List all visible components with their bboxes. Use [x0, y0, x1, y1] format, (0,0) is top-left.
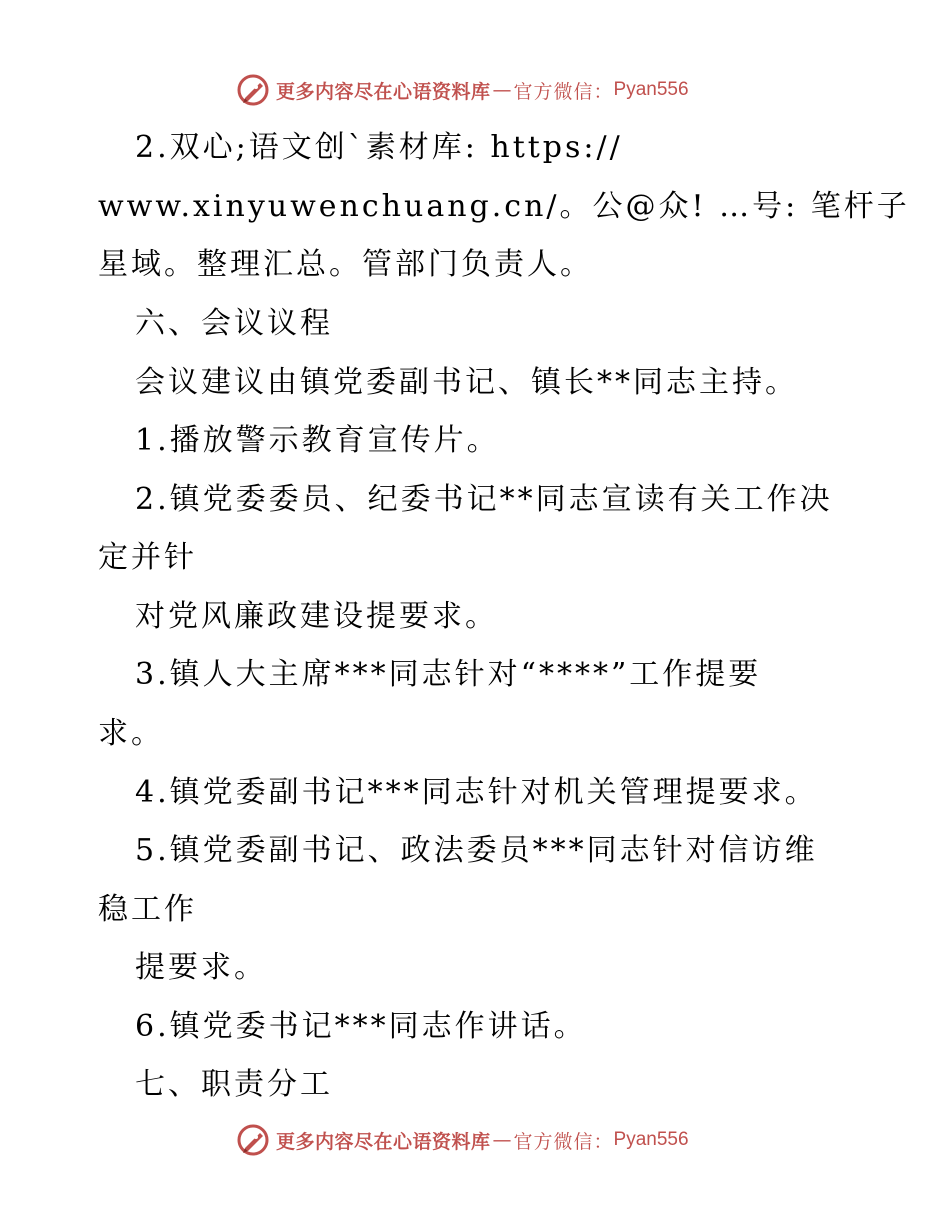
banner-official-label: 官方微信：	[513, 80, 614, 103]
banner-separator: —	[492, 79, 512, 101]
list-item: 6.镇党委书记***同志作讲话。	[135, 1009, 587, 1044]
paragraph-line: 2.双心;语文创`素材库: https://	[135, 130, 623, 165]
banner-separator: —	[492, 1129, 512, 1151]
pen-logo-icon	[236, 1123, 270, 1157]
pen-logo-icon	[236, 73, 270, 107]
footer-watermark-banner	[236, 1123, 689, 1157]
section-heading: 七、职责分工	[135, 1067, 333, 1102]
banner-brand-text: 更多内容尽在心语资料库	[276, 1130, 491, 1153]
list-item: 4.镇党委副书记***同志针对机关管理提要求。	[135, 775, 818, 810]
banner-wechat-id: Pyan556	[613, 1129, 689, 1150]
list-item: 2.镇党委委员、纪委书记**同志宣读有关工作决	[135, 482, 833, 517]
banner-wechat-id: Pyan556	[613, 79, 689, 100]
paragraph-line: www.xinyuwenchuang.cn/。公@众! …号: 笔杆子	[98, 189, 910, 224]
paragraph-line: 星域。整理汇总。管部门负责人。	[98, 247, 593, 282]
section-heading: 六、会议议程	[135, 306, 333, 341]
list-item: 3.镇人大主席***同志针对“****”工作提要	[135, 657, 762, 692]
paragraph-line: 会议建议由镇党委副书记、镇长**同志主持。	[135, 365, 798, 400]
banner-official-label: 官方微信：	[513, 1130, 614, 1153]
list-item-continuation: 提要求。	[135, 950, 267, 985]
list-item-continuation: 求。	[98, 716, 164, 751]
list-item-continuation: 对党风廉政建设提要求。	[135, 599, 498, 634]
list-item: 1.播放警示教育宣传片。	[135, 423, 500, 458]
list-item: 5.镇党委副书记、政法委员***同志针对信访维	[135, 833, 818, 868]
header-watermark-banner	[236, 73, 689, 107]
list-item-continuation: 稳工作	[98, 892, 197, 927]
banner-brand-text: 更多内容尽在心语资料库	[276, 80, 491, 103]
list-item-continuation: 定并针	[98, 540, 197, 575]
